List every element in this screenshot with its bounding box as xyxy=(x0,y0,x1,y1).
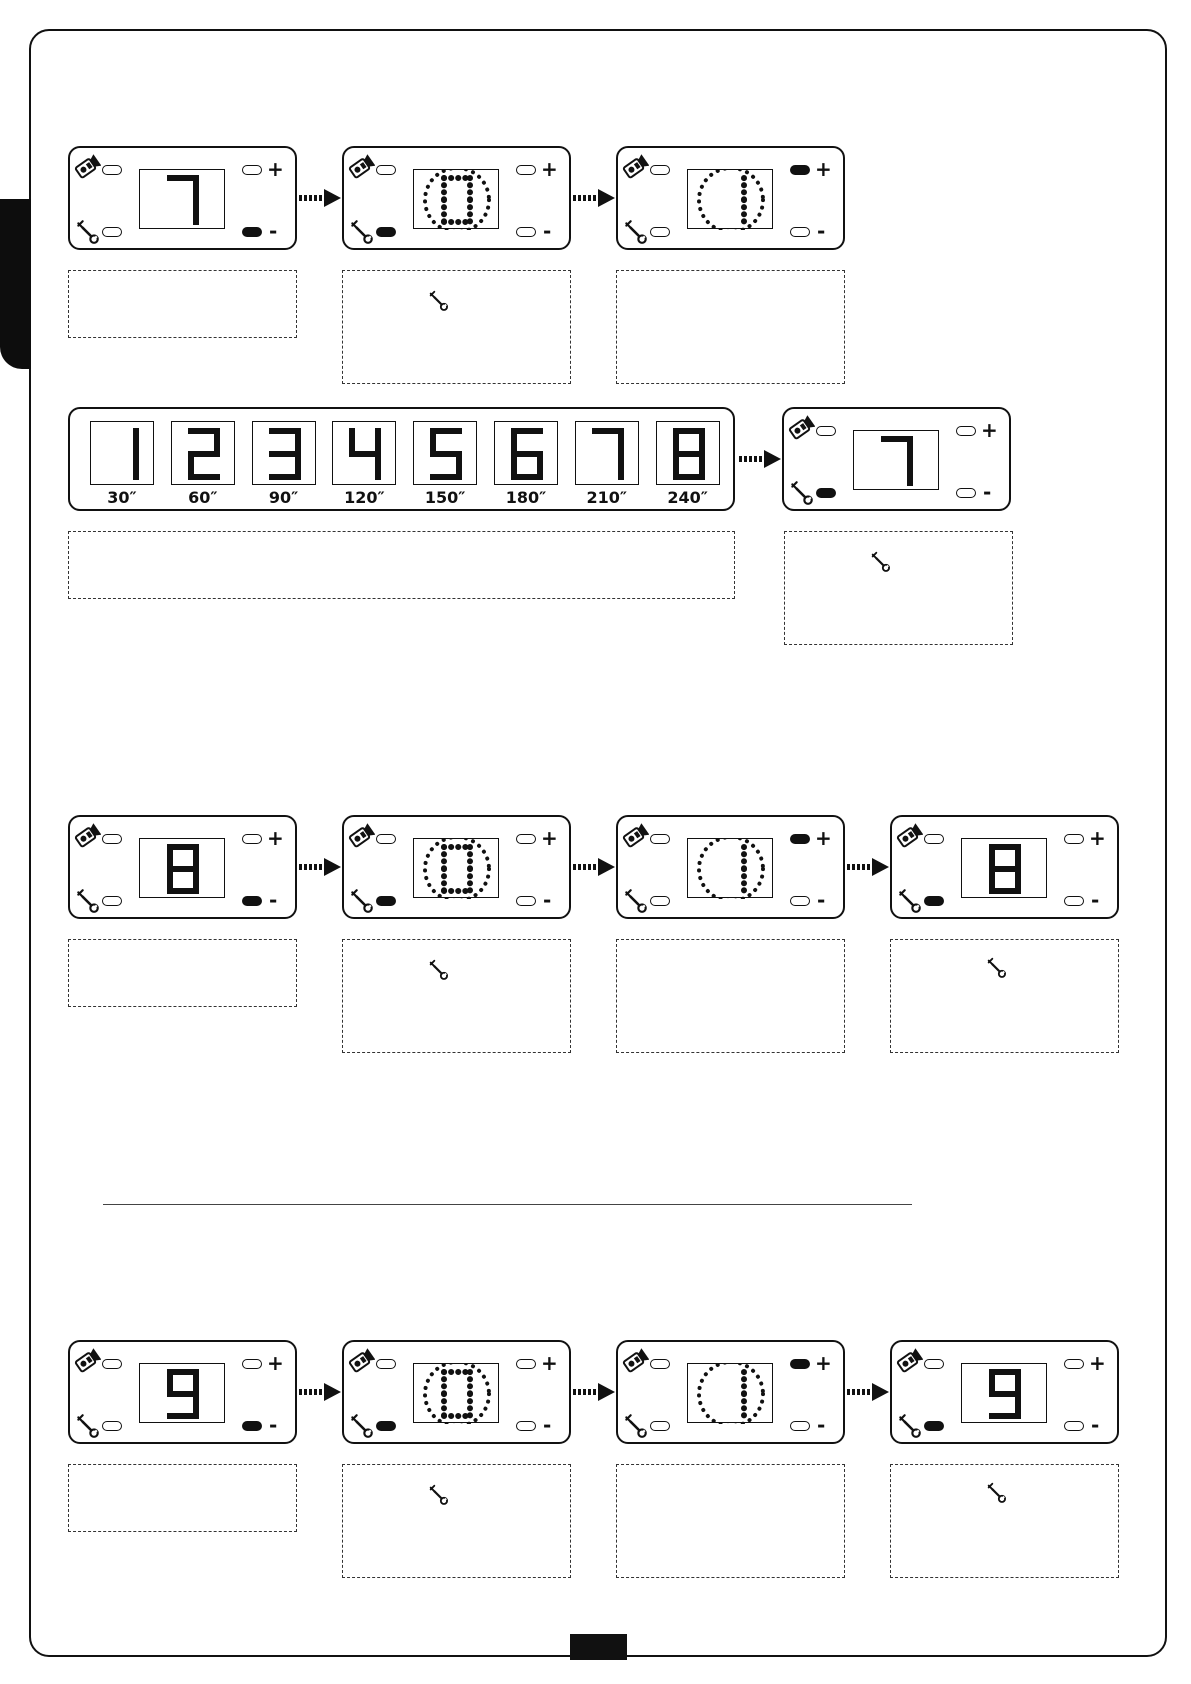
control-panel xyxy=(342,1340,571,1444)
minus-button-label: - xyxy=(983,480,992,504)
time-label: 150″ xyxy=(424,488,466,507)
camera-icon xyxy=(73,1346,101,1378)
time-label: 240″ xyxy=(667,488,708,507)
note-box xyxy=(890,1464,1119,1578)
side-tab xyxy=(0,199,31,369)
wrench-led xyxy=(376,1421,396,1431)
note-box xyxy=(68,531,735,599)
minus-led xyxy=(790,1421,810,1431)
minus-button-label: - xyxy=(543,219,552,243)
wrench-icon xyxy=(348,1412,374,1442)
control-panel xyxy=(616,146,845,250)
wrench-led xyxy=(650,1421,670,1431)
arrow-right-icon xyxy=(297,1380,343,1404)
control-panel xyxy=(890,815,1119,919)
note-box xyxy=(342,1464,571,1578)
digit-display xyxy=(961,1363,1047,1423)
camera-led xyxy=(924,1359,944,1369)
digit-display xyxy=(961,838,1047,898)
camera-icon xyxy=(73,152,101,184)
wrench-icon xyxy=(985,956,1007,982)
minus-button-label: - xyxy=(269,219,278,243)
plus-led xyxy=(956,426,976,436)
time-label: 30″ xyxy=(107,488,137,507)
digit-display xyxy=(139,838,225,898)
minus-button-label: - xyxy=(817,888,826,912)
plus-button-label: + xyxy=(815,1351,832,1375)
plus-button-label: + xyxy=(981,418,998,442)
time-digit-tile xyxy=(171,421,235,485)
minus-led xyxy=(516,227,536,237)
time-digit-tile xyxy=(252,421,316,485)
camera-icon xyxy=(347,152,375,184)
time-digit-tile xyxy=(332,421,396,485)
plus-button-label: + xyxy=(1089,826,1106,850)
note-box xyxy=(68,270,297,338)
arrow-right-icon xyxy=(297,855,343,879)
control-panel xyxy=(616,815,845,919)
camera-led xyxy=(650,165,670,175)
camera-led xyxy=(650,1359,670,1369)
control-panel xyxy=(68,1340,297,1444)
digit-display xyxy=(853,430,939,490)
note-box xyxy=(616,939,845,1053)
minus-button-label: - xyxy=(543,888,552,912)
time-label: 60″ xyxy=(188,488,218,507)
plus-button-label: + xyxy=(1089,1351,1106,1375)
plus-button-label: + xyxy=(815,157,832,181)
wrench-icon xyxy=(896,1412,922,1442)
plus-button-label: + xyxy=(267,826,284,850)
minus-button-label: - xyxy=(269,888,278,912)
time-digit-tile xyxy=(494,421,558,485)
wrench-led xyxy=(376,227,396,237)
camera-led xyxy=(376,1359,396,1369)
camera-icon xyxy=(347,821,375,853)
digit-display xyxy=(139,1363,225,1423)
wrench-led xyxy=(816,488,836,498)
plus-led xyxy=(516,1359,536,1369)
wrench-led xyxy=(102,227,122,237)
plus-led xyxy=(790,834,810,844)
plus-button-label: + xyxy=(267,157,284,181)
time-label: 90″ xyxy=(268,488,299,507)
time-label: 180″ xyxy=(505,488,547,507)
minus-led xyxy=(516,1421,536,1431)
minus-led xyxy=(242,896,262,906)
wrench-led xyxy=(924,896,944,906)
minus-led xyxy=(790,227,810,237)
digit-display xyxy=(687,1363,773,1423)
wrench-icon xyxy=(74,218,100,248)
control-panel xyxy=(68,815,297,919)
camera-icon xyxy=(621,821,649,853)
minus-led xyxy=(956,488,976,498)
plus-led xyxy=(790,165,810,175)
time-digit-tile xyxy=(413,421,477,485)
arrow-right-icon xyxy=(297,186,343,210)
wrench-led xyxy=(102,896,122,906)
wrench-led xyxy=(650,227,670,237)
camera-icon xyxy=(895,1346,923,1378)
wrench-icon xyxy=(427,1483,449,1509)
wrench-icon xyxy=(896,887,922,917)
plus-button-label: + xyxy=(541,826,558,850)
minus-led xyxy=(1064,1421,1084,1431)
camera-led xyxy=(376,165,396,175)
minus-button-label: - xyxy=(543,1413,552,1437)
arrow-right-icon xyxy=(571,186,617,210)
plus-led xyxy=(516,165,536,175)
plus-button-label: + xyxy=(541,1351,558,1375)
plus-led xyxy=(516,834,536,844)
plus-led xyxy=(242,1359,262,1369)
arrow-right-icon xyxy=(571,1380,617,1404)
control-panel xyxy=(342,146,571,250)
minus-button-label: - xyxy=(269,1413,278,1437)
wrench-icon xyxy=(788,479,814,509)
note-box xyxy=(616,1464,845,1578)
wrench-led xyxy=(650,896,670,906)
digit-display xyxy=(413,838,499,898)
camera-led xyxy=(102,834,122,844)
note-box xyxy=(342,939,571,1053)
minus-led xyxy=(516,896,536,906)
minus-led xyxy=(242,227,262,237)
digit-display xyxy=(413,169,499,229)
wrench-led xyxy=(376,896,396,906)
minus-button-label: - xyxy=(817,1413,826,1437)
minus-led xyxy=(790,896,810,906)
camera-icon xyxy=(621,1346,649,1378)
wrench-icon xyxy=(74,1412,100,1442)
note-box xyxy=(68,939,297,1007)
camera-icon xyxy=(895,821,923,853)
arrow-right-icon xyxy=(737,447,783,471)
time-label: 210″ xyxy=(586,488,628,507)
plus-button-label: + xyxy=(541,157,558,181)
plus-button-label: + xyxy=(815,826,832,850)
digit-display xyxy=(139,169,225,229)
control-panel xyxy=(616,1340,845,1444)
plus-led xyxy=(242,834,262,844)
control-panel xyxy=(68,146,297,250)
camera-icon xyxy=(347,1346,375,1378)
wrench-icon xyxy=(348,218,374,248)
minus-button-label: - xyxy=(817,219,826,243)
camera-led xyxy=(924,834,944,844)
wrench-icon xyxy=(622,218,648,248)
note-box xyxy=(68,1464,297,1532)
wrench-icon xyxy=(622,887,648,917)
camera-led xyxy=(816,426,836,436)
camera-led xyxy=(102,165,122,175)
time-digit-tile xyxy=(90,421,154,485)
digit-display xyxy=(413,1363,499,1423)
wrench-icon xyxy=(869,550,891,576)
time-digit-tile xyxy=(656,421,720,485)
time-options-strip xyxy=(68,407,735,511)
minus-button-label: - xyxy=(1091,1413,1100,1437)
page-number-tab xyxy=(570,1634,627,1660)
digit-display xyxy=(687,169,773,229)
note-box xyxy=(890,939,1119,1053)
camera-led xyxy=(102,1359,122,1369)
digit-display xyxy=(687,838,773,898)
wrench-icon xyxy=(427,289,449,315)
camera-led xyxy=(650,834,670,844)
plus-led xyxy=(242,165,262,175)
wrench-icon xyxy=(348,887,374,917)
plus-led xyxy=(790,1359,810,1369)
arrow-right-icon xyxy=(845,1380,891,1404)
wrench-led xyxy=(924,1421,944,1431)
wrench-icon xyxy=(74,887,100,917)
arrow-right-icon xyxy=(571,855,617,879)
camera-led xyxy=(376,834,396,844)
arrow-right-icon xyxy=(845,855,891,879)
note-box xyxy=(616,270,845,384)
section-divider xyxy=(103,1204,912,1205)
note-box xyxy=(342,270,571,384)
plus-button-label: + xyxy=(267,1351,284,1375)
wrench-led xyxy=(102,1421,122,1431)
wrench-icon xyxy=(985,1481,1007,1507)
minus-led xyxy=(1064,896,1084,906)
plus-led xyxy=(1064,1359,1084,1369)
control-panel xyxy=(890,1340,1119,1444)
time-label: 120″ xyxy=(344,488,385,507)
plus-led xyxy=(1064,834,1084,844)
wrench-icon xyxy=(427,958,449,984)
control-panel xyxy=(342,815,571,919)
wrench-icon xyxy=(622,1412,648,1442)
note-box xyxy=(784,531,1013,645)
minus-button-label: - xyxy=(1091,888,1100,912)
control-panel xyxy=(782,407,1011,511)
camera-icon xyxy=(621,152,649,184)
minus-led xyxy=(242,1421,262,1431)
camera-icon xyxy=(787,413,815,445)
camera-icon xyxy=(73,821,101,853)
time-digit-tile xyxy=(575,421,639,485)
